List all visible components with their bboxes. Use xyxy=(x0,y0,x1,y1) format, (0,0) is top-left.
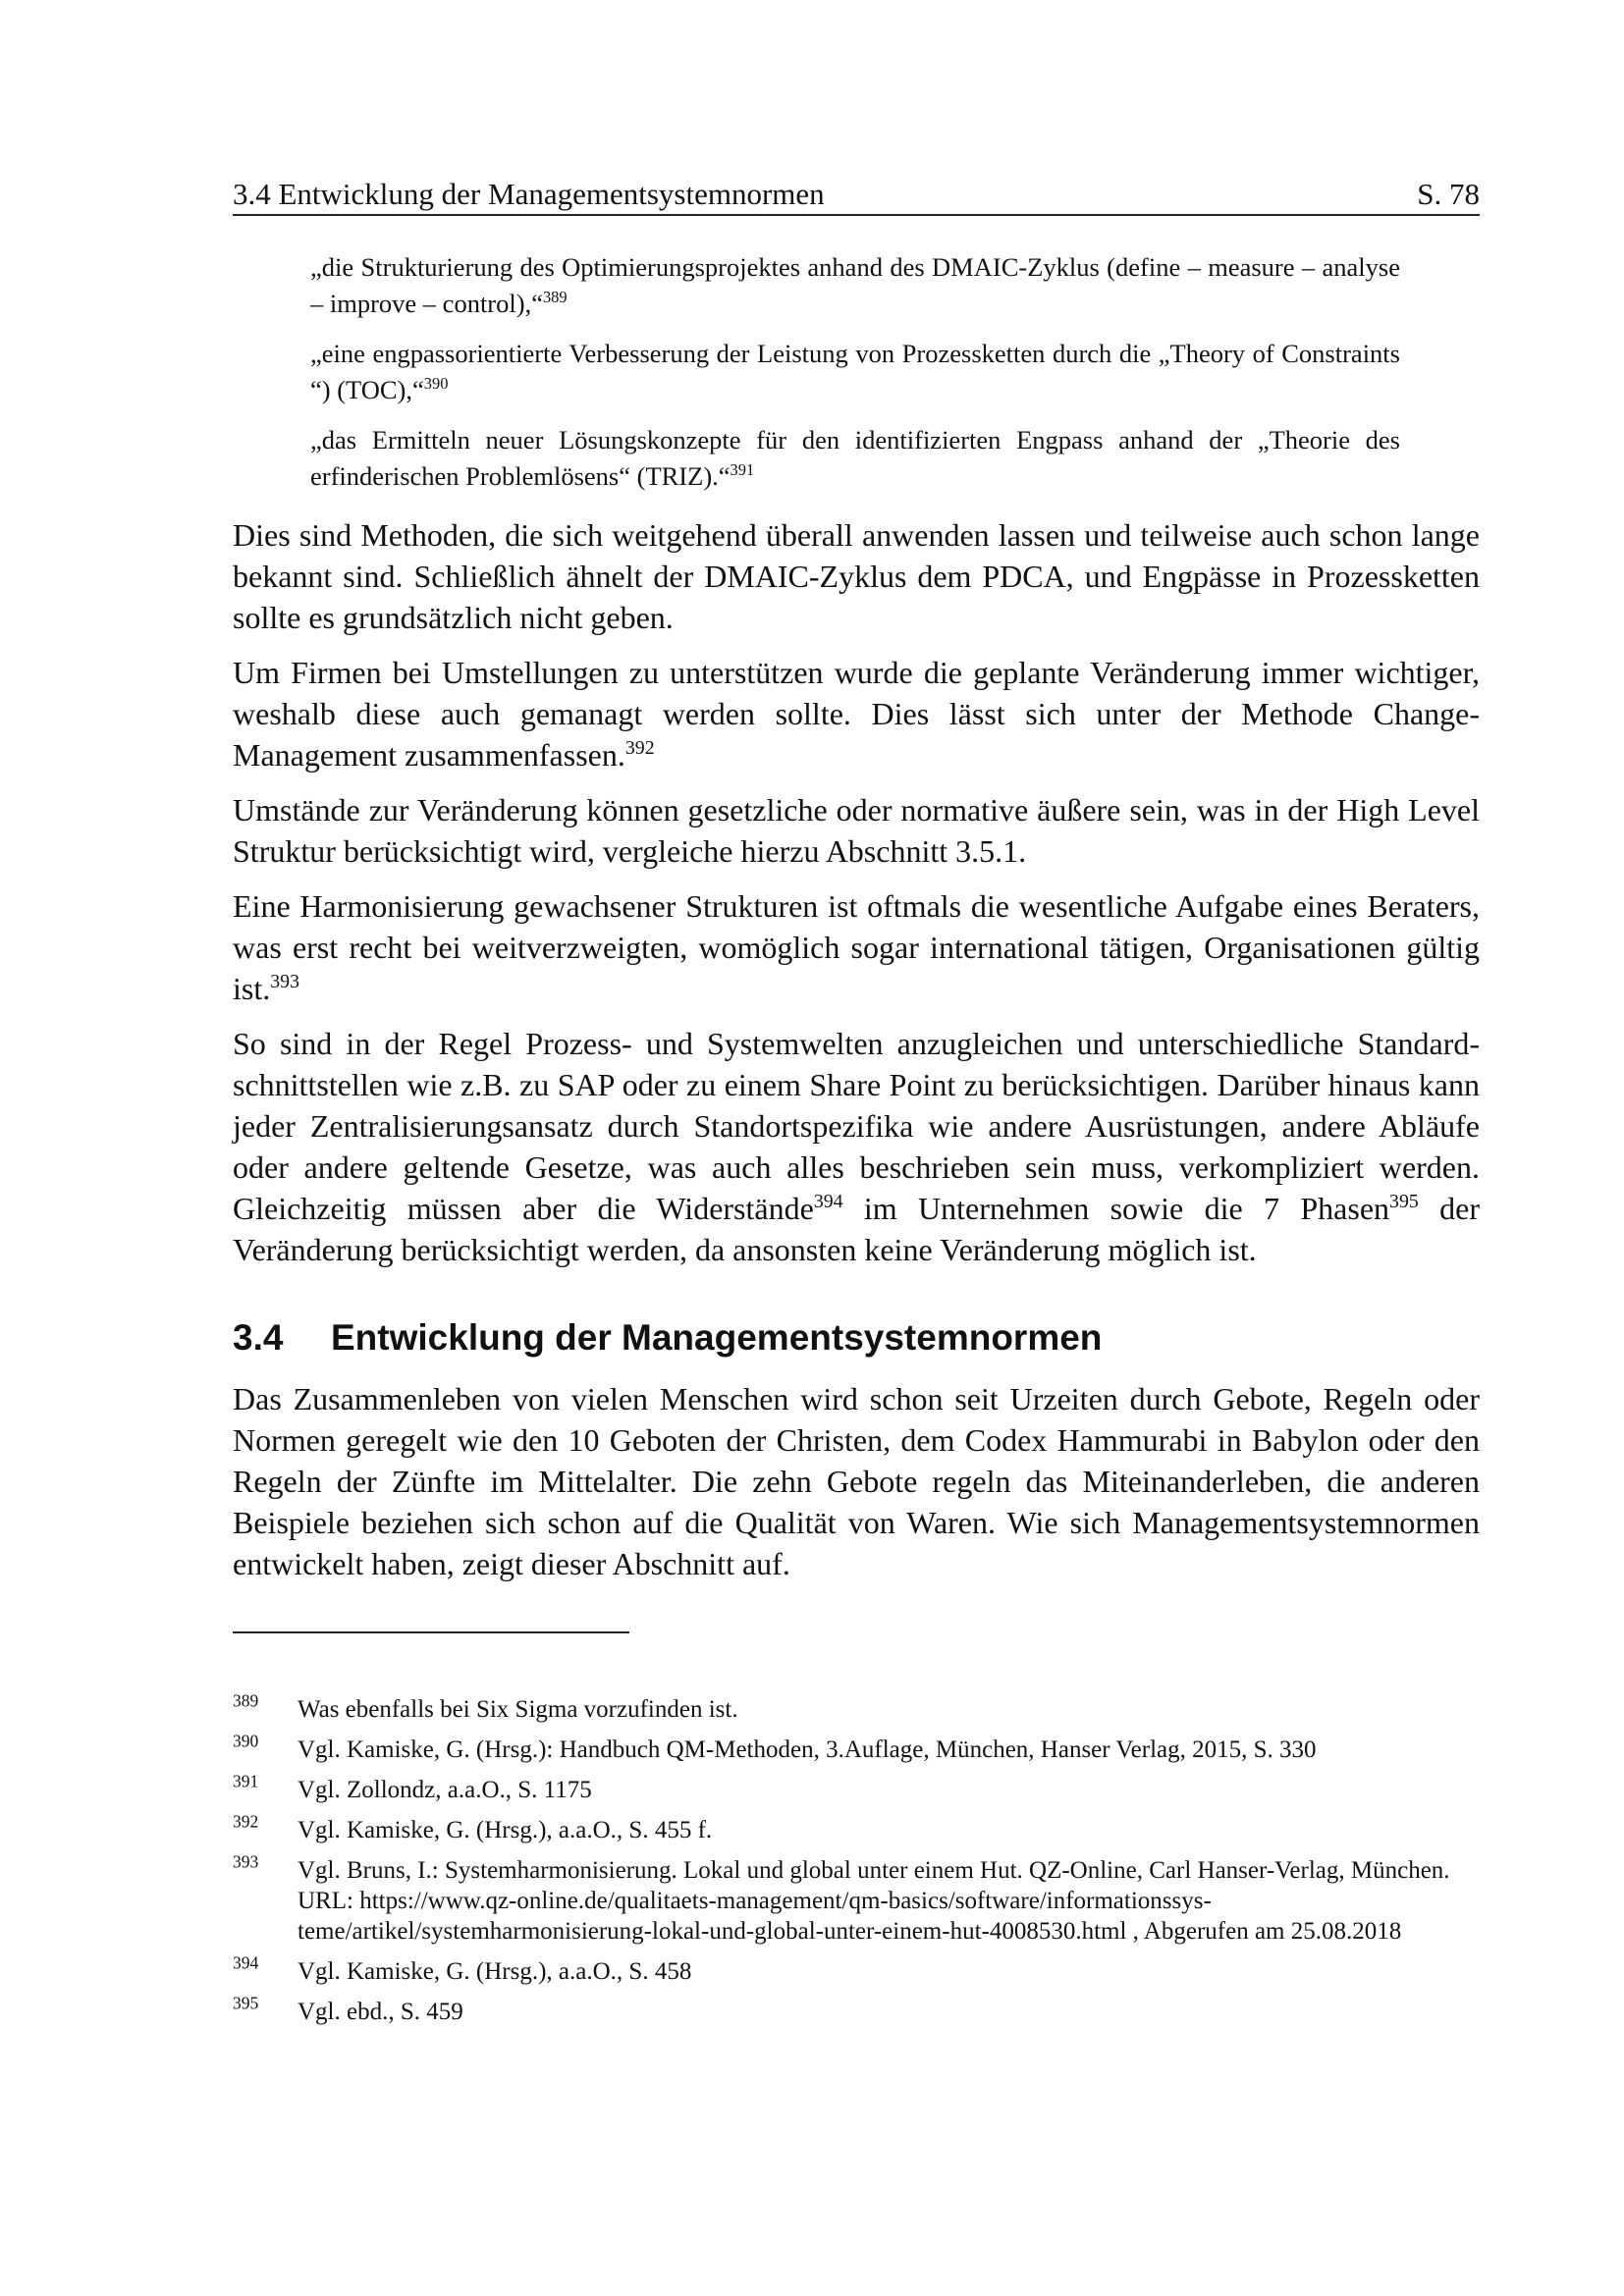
header-title: 3.4 Entwicklung der Managementsystemnormen xyxy=(233,177,825,211)
footnote-text: Vgl. Kamiske, G. (Hrsg.): Handbuch QM-Methoden, 3.Auflage, München, Hanser Verlag, 2015, S. 330 xyxy=(298,1736,1317,1763)
running-header xyxy=(233,175,1480,216)
footnote-ref[interactable]: 391 xyxy=(730,460,755,480)
paragraph-section-intro xyxy=(233,1378,1480,1584)
footnote-number: 394 xyxy=(233,1952,259,1973)
body-text xyxy=(233,514,1480,1284)
footnote-number: 391 xyxy=(233,1771,259,1791)
paragraph-text: Das Zusammenleben von vielen Menschen wird schon seit Urzeiten durch Gebote, Regeln oder Normen geregelt wie den 10 Geboten der Christen, dem Codex Hammurabi in Babylon oder den Regeln der Zünfte im Mittelalter. Die zehn Gebote regeln das Miteinanderleben, die anderen Beispiele beziehen sich schon auf die Qualität von Waren. Wie sich Managementsystemnormen entwickelt haben, zeigt dieser Abschnitt auf. xyxy=(233,1381,1480,1581)
footnote-number: 392 xyxy=(233,1811,259,1832)
footnote-number: 395 xyxy=(233,1993,259,2013)
paragraph-text: So sind in der Regel Prozess- und Systemwelten anzugleichen und unterschiedliche Standardschnittstellen wie z.B. zu SAP oder zu einem Share Point zu berücksichtigen. Darüber hinaus kann jeder Zentralisierungsansatz durch Standortspezifika wie andere Ausrüstungen, andere Abläufe oder andere geltende Gesetze, was auch alles beschrieben sein muss, verkompliziert werden. Gleichzeitig müssen aber die Widerstände xyxy=(233,1026,1480,1226)
paragraph-methods xyxy=(233,514,1480,638)
paragraph-text: Umstände zur Veränderung können gesetzliche oder normative äußere sein, was in der High Level Struktur berücksichtigt wird, vergleiche hierzu Abschnitt 3.5.1. xyxy=(233,792,1480,869)
quote-text: „die Strukturierung des Optimierungsprojektes anhand des DMAIC-Zyklus (define – measure – analyse – improve – control),“ xyxy=(310,252,1400,318)
paragraph-processes xyxy=(233,1023,1480,1270)
footnote-text: Vgl. Kamiske, G. (Hrsg.), a.a.O., S. 458 xyxy=(298,1958,692,1985)
section-title: Entwicklung der Managementsystemnormen xyxy=(331,1317,1103,1358)
footnote xyxy=(233,1771,1450,1805)
footnote-ref[interactable]: 389 xyxy=(542,288,568,307)
quote-item xyxy=(310,249,1400,322)
quote-text: „das Ermitteln neuer Lösungskonzepte für den identifizierten Engpass anhand der „Theorie des erfinderischen Problemlösens“ (TRIZ).“ xyxy=(310,425,1400,491)
quote-item xyxy=(310,422,1400,495)
footnote xyxy=(233,1731,1450,1765)
paragraph-text: im Unternehmen sowie die 7 Phasen xyxy=(842,1191,1390,1226)
quote-text: „eine engpassorientierte Verbesserung der Leistung von Prozessketten durch die „Theory of Constraints “) (TOC),“ xyxy=(310,339,1400,404)
footnote-ref[interactable]: 393 xyxy=(270,971,299,993)
footnote-number: 389 xyxy=(233,1690,259,1711)
paragraph-text: Eine Harmonisierung gewachsener Strukturen ist oftmals die wesentliche Aufgabe eines Beraters, was erst recht bei weitverzweigten, womöglich sogar international tätigen, Organisationen gültig ist. xyxy=(233,888,1480,1006)
quote-list xyxy=(310,249,1400,508)
footnote xyxy=(233,1952,1450,1987)
footnote xyxy=(233,1851,1450,1947)
paragraph-text: Dies sind Methoden, die sich weitgehend überall anwenden lassen und teilweise auch schon lange bekannt sind. Schließlich ähnelt der DMAIC-Zyklus dem PDCA, und Engpässe in Prozessketten sollte es grundsätzlich nicht geben. xyxy=(233,517,1480,635)
footnote-ref[interactable]: 394 xyxy=(813,1191,843,1213)
footnote-ref[interactable]: 392 xyxy=(624,737,655,760)
footnote-text: Was ebenfalls bei Six Sigma vorzufinden ist. xyxy=(298,1696,738,1723)
paragraph-harmonisation xyxy=(233,885,1480,1009)
footnote-separator xyxy=(233,1631,629,1633)
footnote xyxy=(233,1811,1450,1845)
section-body xyxy=(233,1378,1480,1598)
section-number: 3.4 xyxy=(233,1317,284,1358)
paragraph-change-management xyxy=(233,652,1480,775)
paragraph-text: der Veränderung berücksichtigt werden, da ansonsten keine Veränderung möglich ist. xyxy=(233,1191,1481,1267)
quote-item xyxy=(310,336,1400,408)
footnote-ref[interactable]: 390 xyxy=(423,374,449,394)
section-heading xyxy=(233,1315,1480,1361)
footnote-number: 390 xyxy=(233,1731,259,1751)
footnote-text: Vgl. ebd., S. 459 xyxy=(298,1999,463,2025)
footnote-text: Vgl. Bruns, I.: Systemharmonisierung. Lokal und global unter einem Hut. QZ-Online, Carl Hanser-Verlag, München. URL: https://www.qz-online.de/qualitaets-management/qm-basics/software/informationssysteme/artikel/systemharmonisierung-lokal-und-global-unter-einem-hut-4008530.html , Abgerufen am 25.08.2018 xyxy=(298,1857,1450,1945)
footnote-text: Vgl. Zollondz, a.a.O., S. 1175 xyxy=(298,1777,592,1803)
footnote xyxy=(233,1690,1450,1725)
page-number: S. 78 xyxy=(1417,177,1480,211)
footnote-ref[interactable]: 395 xyxy=(1389,1191,1419,1213)
paragraph-text: Um Firmen bei Umstellungen zu unterstützen wurde die geplante Veränderung immer wichtiger, weshalb diese auch gemanagt werden sollte. Dies lässt sich unter der Methode Change-Management zusammenfassen. xyxy=(233,655,1480,773)
footnote xyxy=(233,1993,1450,2027)
footnote-number: 393 xyxy=(233,1851,259,1872)
footnote-list xyxy=(233,1690,1450,2037)
paragraph-circumstances xyxy=(233,789,1480,872)
footnote-text: Vgl. Kamiske, G. (Hrsg.), a.a.O., S. 455 f. xyxy=(298,1817,713,1843)
